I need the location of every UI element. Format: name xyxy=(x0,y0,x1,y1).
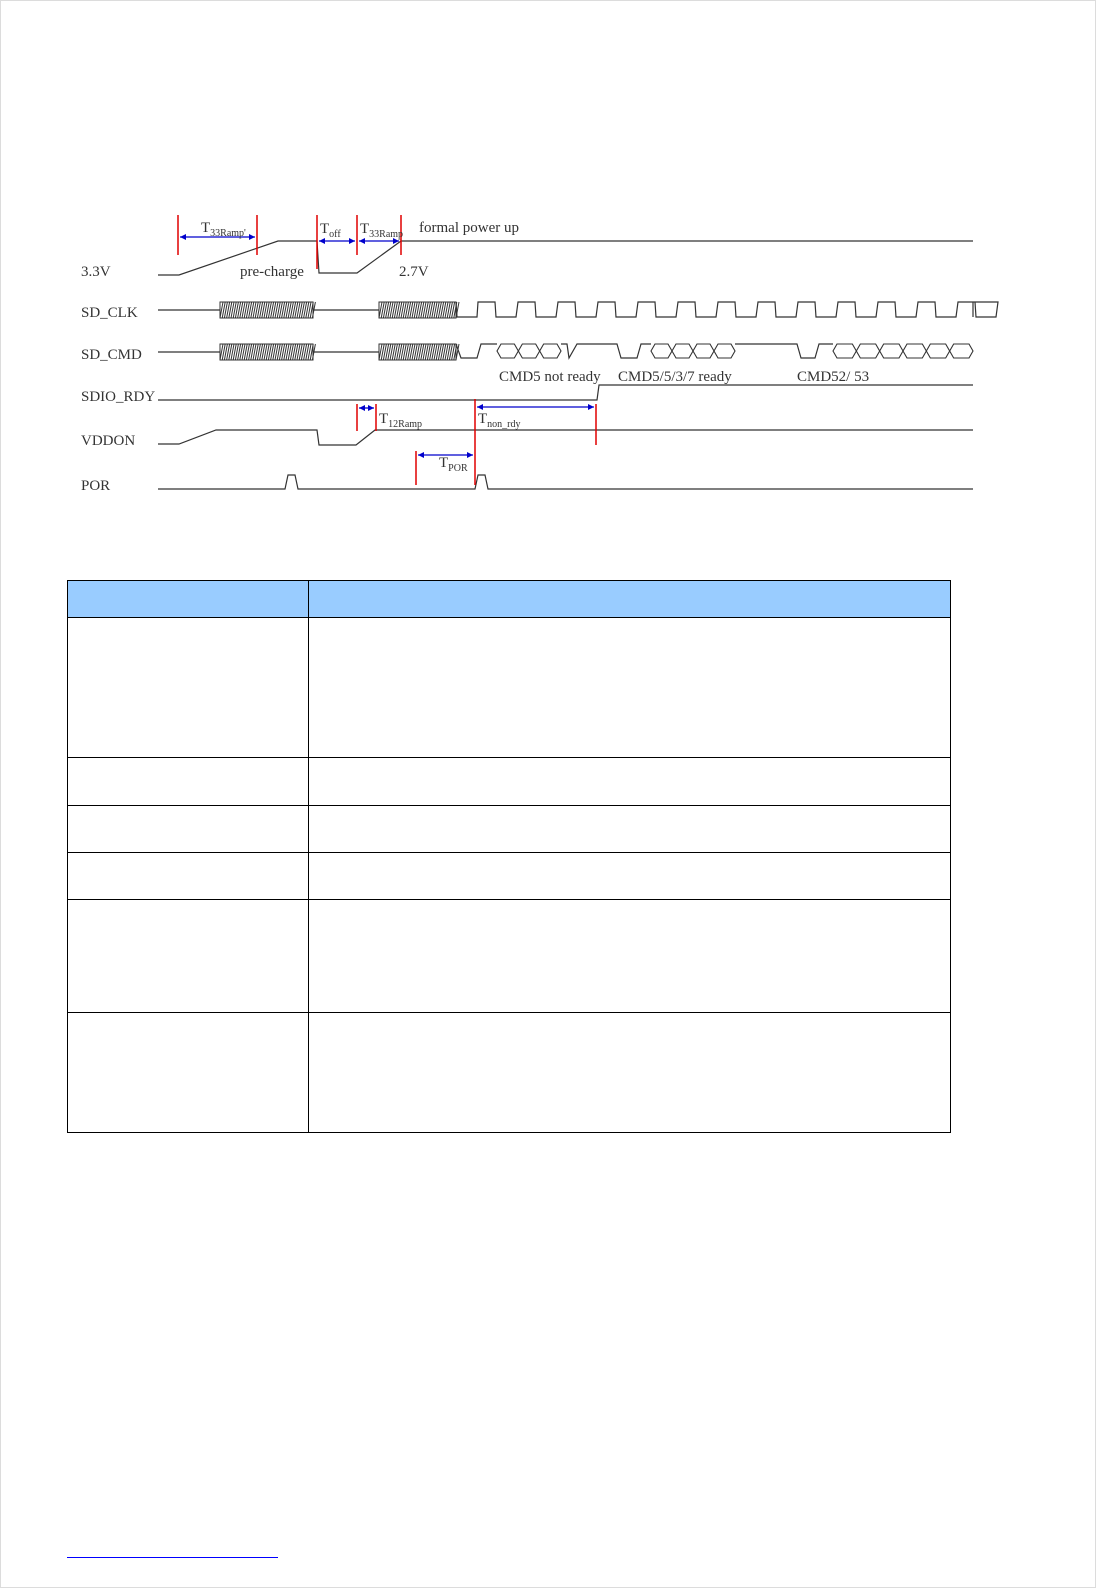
waveform-vddon xyxy=(158,430,973,445)
table-row xyxy=(68,1013,951,1133)
timing-label-toff: $T_{off}$ xyxy=(320,221,341,240)
waveform-sd-cmd xyxy=(158,344,973,360)
note-pre-charge: pre-charge xyxy=(240,264,304,280)
timing-label-tpor: $T_{POR}$ xyxy=(439,455,468,474)
table-cell xyxy=(309,806,951,853)
timing-label-t33ramp: $T_{33Ramp}$ xyxy=(360,221,404,240)
waveform-por xyxy=(158,475,973,489)
footer-link-underline[interactable] xyxy=(67,1557,278,1558)
table-cell xyxy=(68,758,309,806)
waveform-sdio-rdy xyxy=(158,385,973,400)
cmd-bus-segment-2 xyxy=(651,344,735,358)
signal-label-sdio-rdy: SDIO_RDY xyxy=(81,389,156,405)
table-cell xyxy=(68,853,309,900)
table-cell xyxy=(68,900,309,1013)
clk-burst-2 xyxy=(379,302,459,318)
table-cell xyxy=(68,618,309,758)
note-2-7v: 2.7V xyxy=(399,264,429,280)
table-header-cell xyxy=(68,581,309,618)
table-cell xyxy=(68,806,309,853)
table-cell xyxy=(309,853,951,900)
clk-burst-1 xyxy=(220,302,315,318)
note-formal-power-up: formal power up xyxy=(419,220,519,236)
timing-parameter-table xyxy=(67,580,951,1133)
table-header-row xyxy=(68,581,951,618)
cmd-bus-segment-3 xyxy=(833,344,973,358)
timing-label-tnon-rdy: $T_{non\_rdy}$ xyxy=(478,411,521,430)
note-cmd-ready: CMD5/5/3/7 ready xyxy=(618,369,732,385)
table-row xyxy=(68,806,951,853)
table-row xyxy=(68,758,951,806)
signal-label-por: POR xyxy=(81,478,111,494)
table-header-cell xyxy=(309,581,951,618)
table-cell xyxy=(309,900,951,1013)
power-up-timing-diagram xyxy=(1,1,1096,521)
table-cell xyxy=(309,758,951,806)
signal-label-vddon: VDDON xyxy=(81,433,136,449)
note-cmd5-not-ready: CMD5 not ready xyxy=(499,369,601,385)
table-row xyxy=(68,853,951,900)
cmd-bus-segment-1 xyxy=(497,344,561,358)
table-row xyxy=(68,900,951,1013)
note-cmd52-53: CMD52/ 53 xyxy=(797,369,870,385)
cmd-burst-2 xyxy=(379,344,459,360)
table-row xyxy=(68,618,951,758)
signal-label-sd-clk: SD_CLK xyxy=(81,305,138,321)
table-cell xyxy=(309,1013,951,1133)
signal-label-sd-cmd: SD_CMD xyxy=(81,347,142,363)
cmd-burst-1 xyxy=(220,344,315,360)
signal-label-3v3: 3.3V xyxy=(81,264,111,280)
table-cell xyxy=(68,1013,309,1133)
timing-label-t12ramp: $T_{12Ramp}$ xyxy=(379,411,423,430)
timing-label-t33ramp-prime: $T_{33Ramp'}$ xyxy=(201,220,246,239)
waveform-sd-clk xyxy=(158,302,998,318)
table-cell xyxy=(309,618,951,758)
